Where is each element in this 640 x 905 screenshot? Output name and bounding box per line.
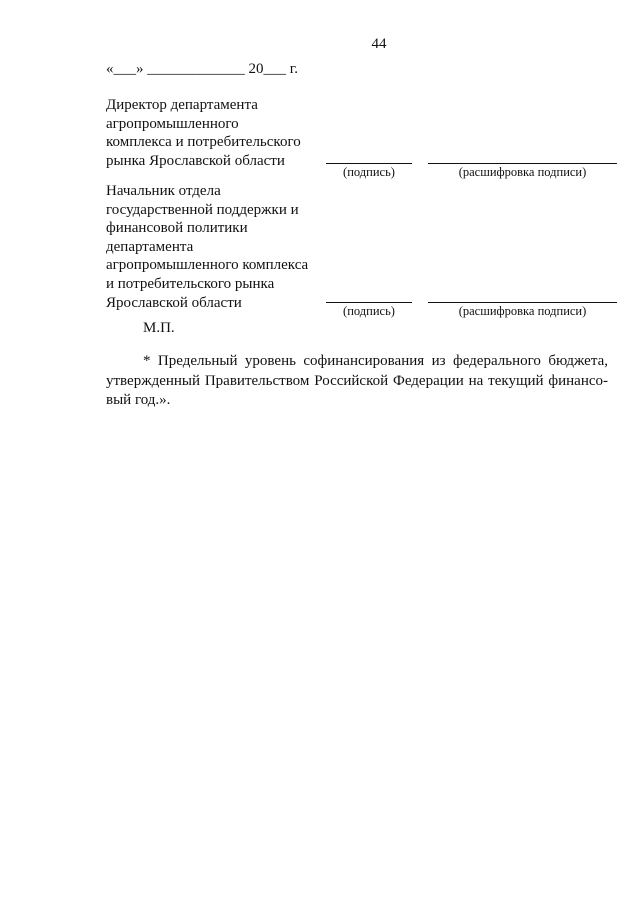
signature-decoding-caption: (расшифровка подписи) — [458, 165, 587, 179]
title-line: агропромышленного комплекса — [106, 257, 309, 274]
title-line: финансовой политики — [106, 220, 248, 237]
signatory-title-director — [106, 96, 321, 170]
signature-caption: (подпись) — [343, 165, 395, 179]
title-line: Начальник отдела — [106, 183, 221, 199]
signature-decoding-line — [428, 302, 617, 303]
title-line: Ярославской области — [106, 294, 242, 311]
signatory-title-department-head — [106, 182, 321, 312]
title-line: рынка Ярославской области — [106, 152, 285, 169]
title-line: агропромышленного — [106, 115, 239, 132]
title-line: Директор департамента — [106, 97, 258, 113]
signature-caption: (подпись) — [343, 304, 395, 318]
stamp-mark: М.П. — [143, 320, 175, 336]
signature-line — [326, 163, 412, 164]
signature-decoding-caption: (расшифровка подписи) — [458, 304, 587, 318]
title-line: и потребительского рынка — [106, 275, 275, 292]
footnote: * Предельный уровень софинансирования из федерального бюджета, утвержденный Правительством Российской Федерации на текущий финансо-вый год.». — [106, 353, 608, 408]
signature-line — [326, 302, 412, 303]
title-line: департамента — [106, 238, 194, 255]
title-line: комплекса и потребительского — [106, 134, 301, 151]
page-number: 44 — [371, 36, 387, 52]
date-line: «___» _____________ 20___ г. — [106, 61, 298, 77]
title-line: государственной поддержки и — [106, 201, 299, 218]
signature-decoding-line — [428, 163, 617, 164]
